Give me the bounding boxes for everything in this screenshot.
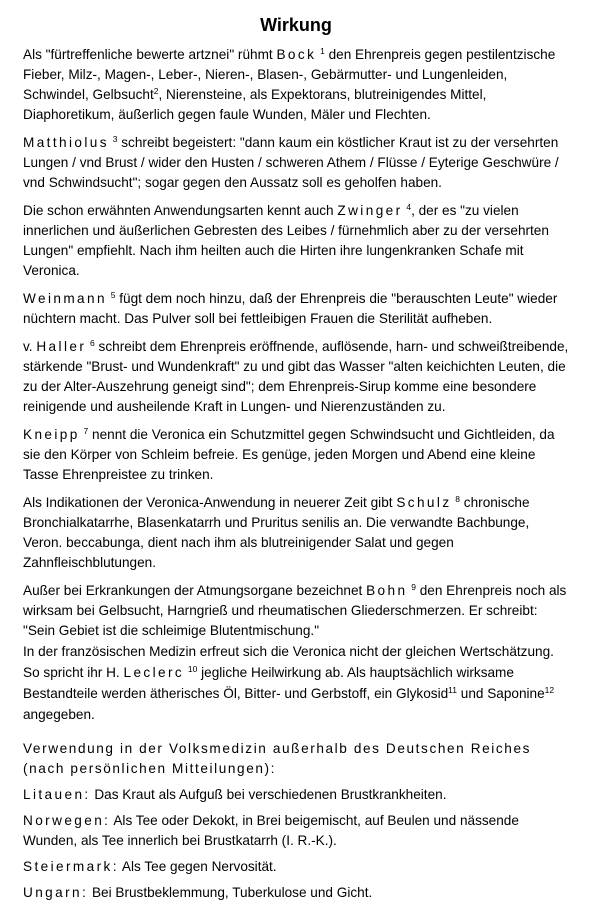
footnote-ref: 9: [411, 582, 416, 592]
author-name: Weinmann: [23, 291, 107, 306]
region-text: Als Tee gegen Nervosität.: [118, 859, 277, 874]
paragraph-weinmann: [23, 289, 569, 329]
footnote-ref: 11: [448, 685, 457, 695]
page-title: Wirkung: [260, 15, 332, 35]
author-name: Bohn: [366, 583, 408, 598]
text: Als Indikationen der Veronica-Anwendung in neuerer Zeit gibt: [23, 495, 397, 510]
region-name: Norwegen:: [23, 813, 111, 828]
paragraph-haller: [23, 337, 569, 417]
footnote-ref: 6: [90, 338, 95, 348]
region-entry-steiermark: [23, 857, 569, 877]
section-heading: Verwendung in der Volksmedizin außerhalb des Deutschen Reiches (nach persönlichen Mitteilungen):: [23, 741, 532, 776]
text: den Ehrenpreis noch als wirksam bei Gelbsucht, Harngrieß und rheumatischen Gliederschmerzen. Er schreibt: "Sein Gebiet ist die schleimige Blutentmischung.": [23, 583, 567, 638]
text: schreibt begeistert: "dann kaum ein köstlicher Kraut ist zu der versehrten Lungen / vnd Brust / wider den Husten / schweren Athem / Flüsse / Eyterige Geschwüre / vnd Schwindsucht"; sogar gegen den Aussatz soll es geholfen haben.: [23, 135, 559, 190]
paragraph-matthiolus: [23, 133, 569, 193]
footnote-ref: 2: [153, 86, 159, 96]
text: fügt dem noch hinzu, daß der Ehrenpreis die "berauschten Leute" wieder nüchtern macht. Das Pulver soll bei fettleibigen Frauen die Sterilität aufheben.: [23, 291, 558, 326]
paragraph-bock: [23, 45, 569, 125]
author-name: Matthiolus: [23, 135, 109, 150]
paragraph-schulz: [23, 493, 569, 573]
region-name: Steiermark:: [23, 859, 119, 874]
region-entry-litauen: [23, 785, 569, 805]
footnote-ref: 1: [320, 46, 325, 56]
text: angegeben.: [23, 707, 95, 722]
text: jegliche Heilwirkung ab. Als hauptsächlich wirksame Bestandteile werden ätherisches Öl, Bitter- und Gerbstoff, ein Glykosid: [23, 665, 514, 701]
paragraph-leclerc: [23, 641, 569, 725]
paragraph-zwinger: [23, 201, 569, 281]
footnote-ref: 10: [187, 664, 198, 674]
author-name: Bock: [276, 47, 317, 62]
text: und Saponine: [456, 686, 545, 701]
footnote-ref: 5: [110, 290, 116, 300]
text: , Nierensteine, als Expektorans, blutreinigendes Mittel, Diaphoretikum, äußerlich gegen faule Wunden, Mäler und Flechten.: [23, 87, 487, 122]
author-name: Kneipp: [23, 427, 80, 442]
author-name: Zwinger: [337, 203, 403, 218]
text: nennt die Veronica ein Schutzmittel gegen Schwindsucht und Gichtleiden, da sie den Körper von Schleim befreie. Es genüge, jeden Morgen und Abend eine kleine Tasse Ehrenpreistee zu trinken.: [23, 427, 555, 482]
author-name: Schulz: [396, 495, 452, 510]
text: , der es "zu vielen innerlichen und äußerlichen Gebresten des Leibes / fürnehmlich aber zu der versehrten Lungen" empfiehlt. Nach ihm heilten auch die Hirten ihre lungenkranken Schafe mit Veronica.: [23, 203, 549, 278]
footnote-ref: 4: [406, 202, 412, 212]
region-text: Bei Brustbeklemmung, Tuberkulose und Gicht.: [88, 885, 373, 900]
region-text: Als Tee oder Dekokt, in Brei beigemischt, auf Beulen und nässende Wunden, als Tee innerlich bei Brustkatarrh (I. R.-K.).: [23, 813, 519, 848]
author-name: Haller: [36, 339, 87, 354]
text: schreibt dem Ehrenpreis eröffnende, auflösende, harn- und schweißtreibende, stärkende "Brust- und Wundenkraft" zu und gibt das Wasser "alten keichichten Leuten, die zu der Alter-Auszehrung geneigt sind"; dem Ehrenpreis-Sirup komme eine besondere reinigende und ausheilende Kraft in Lungen- und Nierenzuständen zu.: [23, 339, 569, 414]
paragraph-bohn: [23, 581, 569, 641]
region-text: Das Kraut als Aufguß bei verschiedenen Brustkrankheiten.: [90, 787, 447, 802]
text: In der französischen Medizin erfreut sich die Veronica nicht der gleichen Wertschätzung. So spricht ihr H.: [23, 644, 554, 680]
footnote-ref: 3: [112, 134, 118, 144]
text: den Ehrenpreis gegen pestilentzische Fieber, Milz-, Magen-, Leber-, Nieren-, Blasen-, Gebärmutter- und Lungenleiden, Schwindel, Gelbsucht: [23, 47, 556, 102]
text: Als "fürtreffenliche bewerte artznei" rühmt: [23, 47, 277, 62]
text: Die schon erwähnten Anwendungsarten kennt auch: [23, 203, 338, 218]
footnote-ref: 7: [83, 426, 89, 436]
paragraph-kneipp: [23, 425, 569, 485]
region-entry-ungarn: [23, 883, 569, 903]
region-entry-norwegen: [23, 811, 569, 851]
text: chronische Bronchialkatarrhe, Blasenkatarrh und Pruritus senilis an. Die verwandte Bachbunge, Veron. beccabunga, dient nach ihm als blutreinigender Salat und gegen Zahnfleischblutungen.: [23, 495, 530, 570]
region-name: Litauen:: [23, 787, 91, 802]
footnote-ref: 12: [544, 685, 555, 695]
footnote-ref: 8: [455, 494, 461, 504]
author-name: Leclerc: [123, 665, 185, 680]
text: v.: [23, 339, 37, 354]
text: Außer bei Erkrankungen der Atmungsorgane bezeichnet: [23, 583, 367, 598]
region-name: Ungarn:: [23, 885, 89, 900]
